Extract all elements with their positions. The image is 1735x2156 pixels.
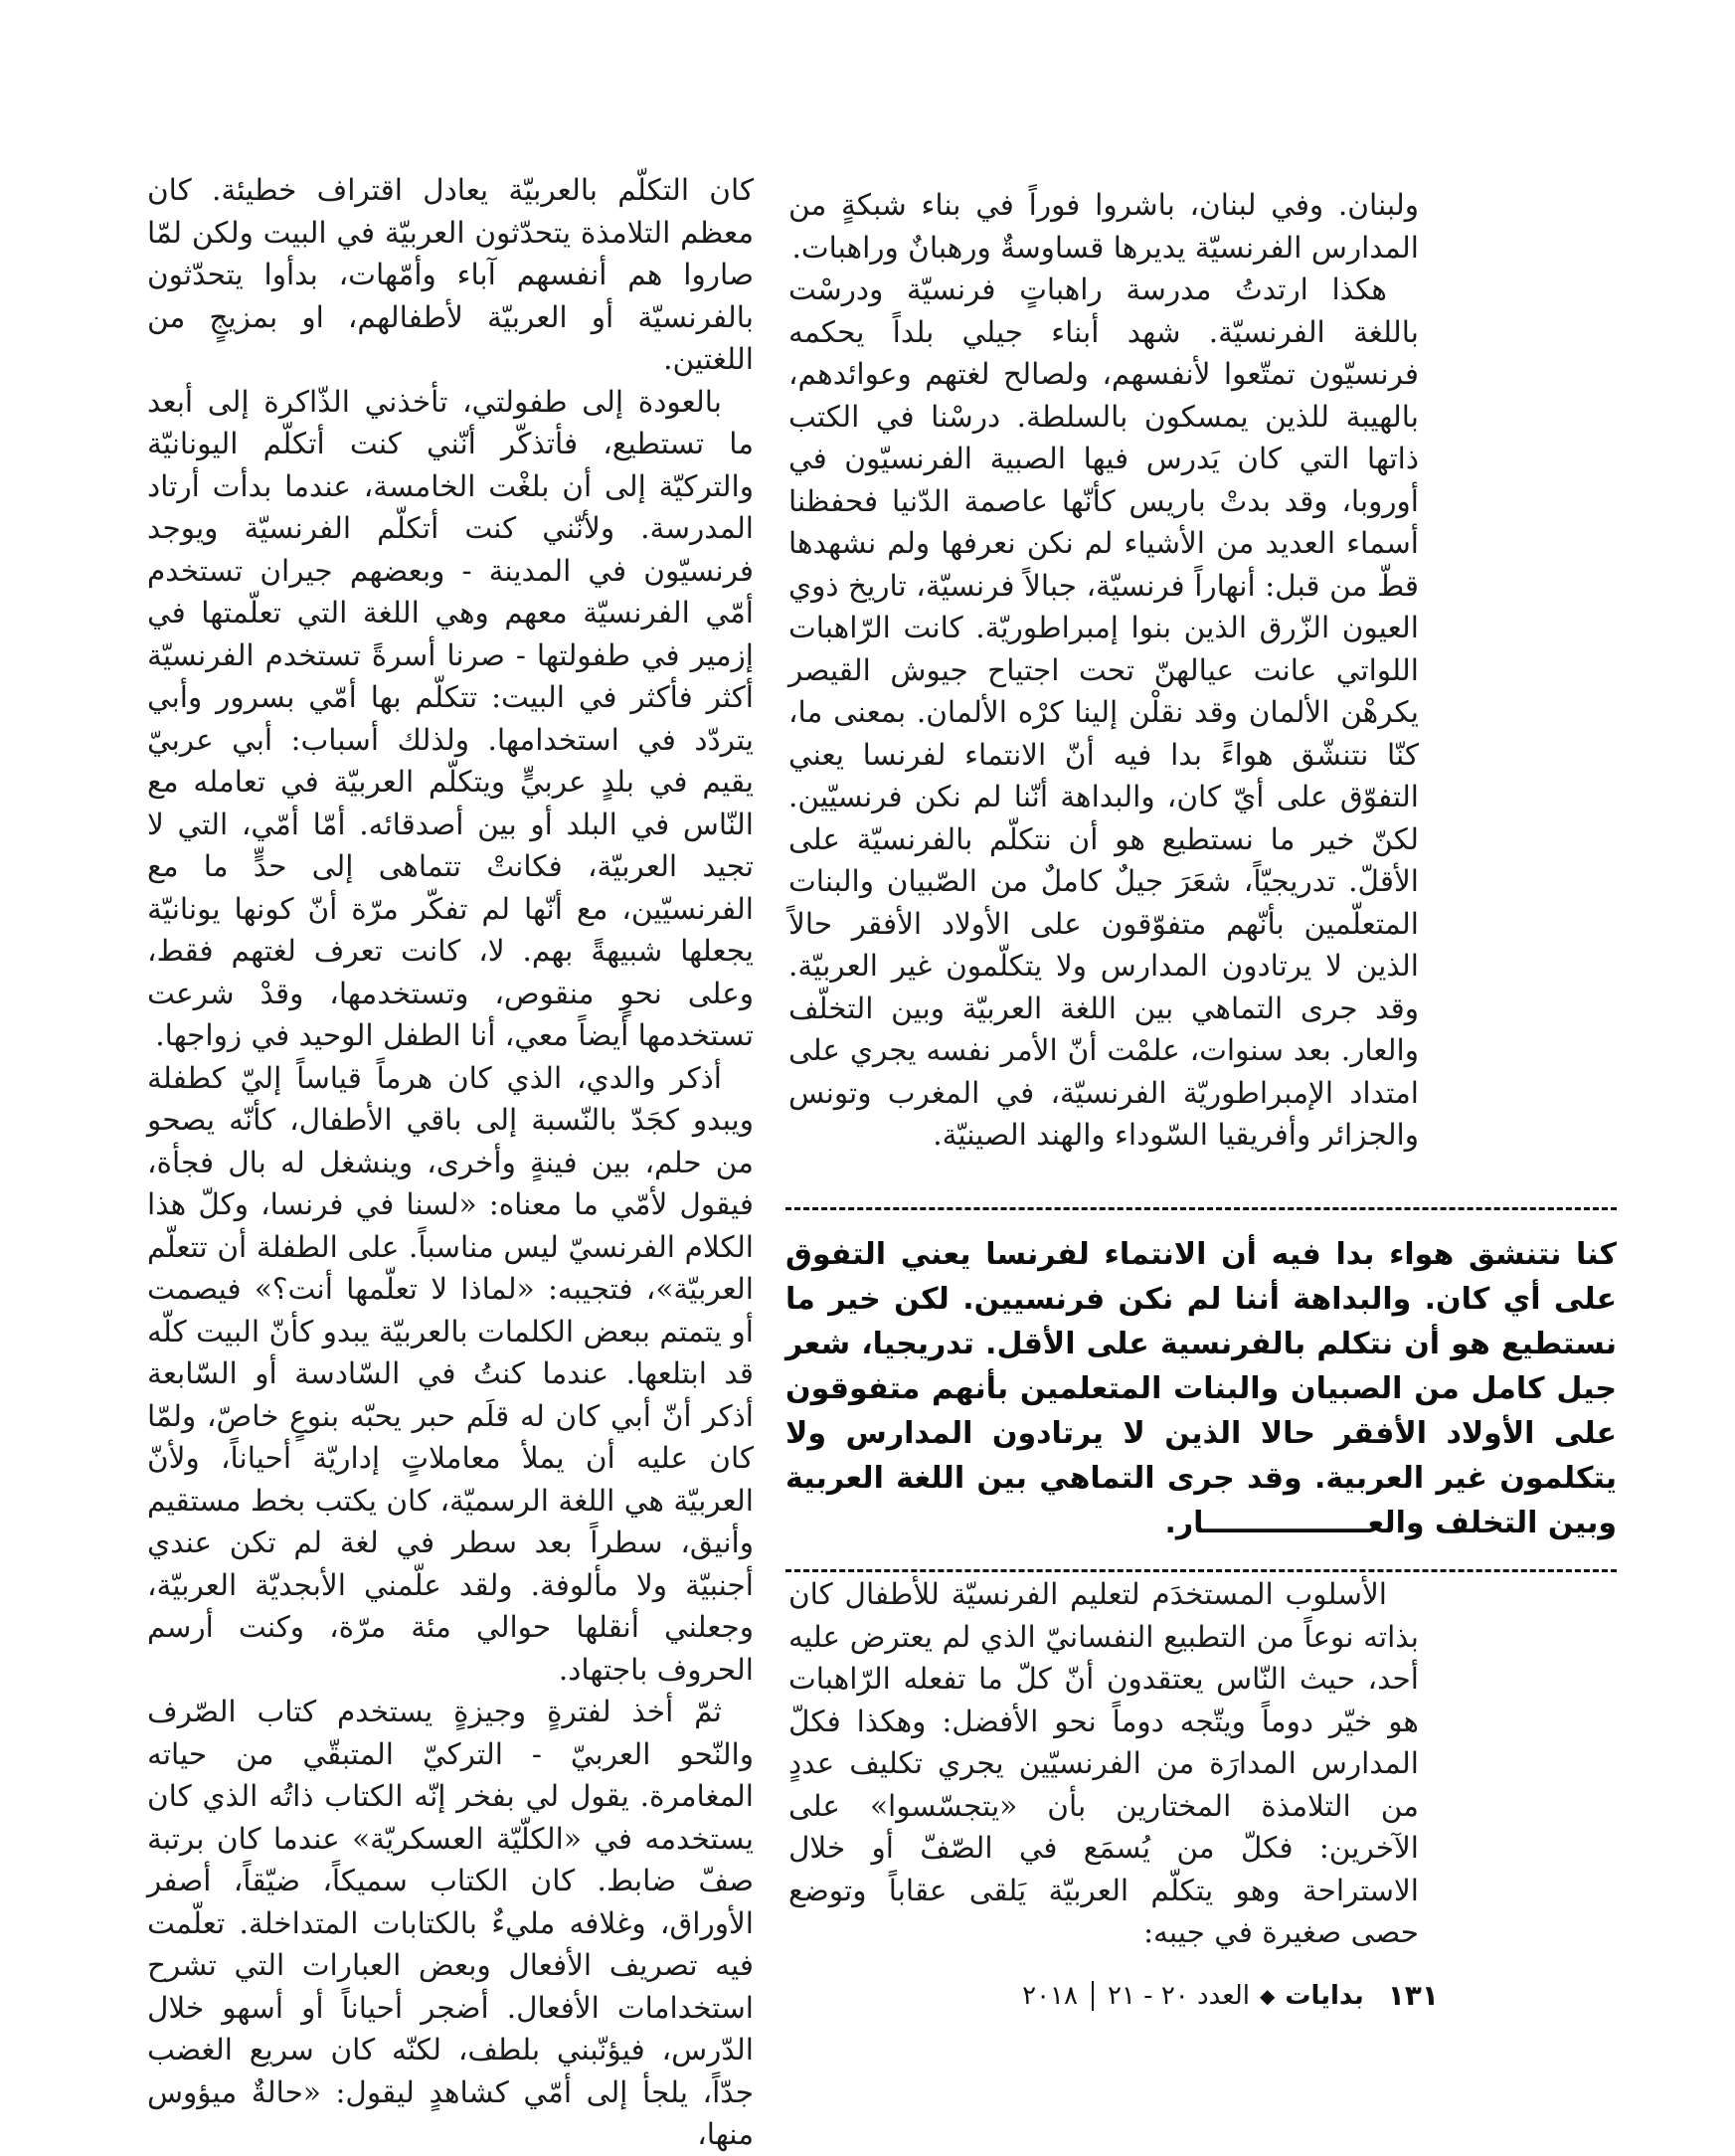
paragraph: بالعودة إلى طفولتي، تأخذني الذّاكرة إلى أبعد ما تستطيع، فأتذكّر أنّني كنت أتكلّم اليونانيّة والتركيّة إلى أن بلغْت الخامسة، عندما بدأت أرتاد المدرسة. ولأنّني كنت أتكلّم الفرنسيّة ويوجد فرنسيّون في المدينة - وبعضهم جيران تستخدم أمّي الفرنسيّة معهم وهي اللغة التي تعلّمتها في إزمير في طفولتها - صرنا أسرةً تستخدم الفرنسيّة أكثر فأكثر في البيت: تتكلّم بها أمّي بسرور وأبي يتردّد في استخدامها. ولذلك أسباب: أبي عربيّ يقيم في بلدٍ عربيٍّ ويتكلّم العربيّة في تعامله مع النّاس في البلد أو بين أصدقائه. أمّا أمّي، التي لا تجيد العربيّة، فكانتْ تتماهى إلى حدٍّ ما مع الفرنسيّين، مع أنّها لم تفكّر مرّة أنّ كونها يونانيّة يجعلها شبيهةً بهم. لا، كانت تعرف لغتهم فقط، وعلى نحوٍ منقوص، وتستخدمها، وقدْ شرعت تستخدمها أيضاً معي، أنا الطفل الوحيد في زواجها.: [147, 384, 754, 1052]
diamond-icon: ◆: [1259, 1983, 1276, 2008]
pull-quote: كنا نتنشق هواء بدا فيه أن الانتماء لفرنسا يعني التفوق على أي كان. والبداهة أننا لم نكن فرنسيين. لكن خير ما نستطيع هو أن نتكلم بالفرنسية على الأقل. تدريجيا، شعر جيل كامل من الصبيان والبنات المتعلمين بأنهم متفوقون على الأولاد الأفقر حالا الذين لا يرتادون المدارس ولا يتكلمون غير العربية. وقد جرى التماهي بين اللغة العربية وبين التخلف والعــــــــــــــــار.: [785, 1207, 1617, 1572]
right-column-bottom: [788, 1573, 1419, 1954]
paragraph: ولبنان. وفي لبنان، باشروا فوراً في بناء شبكةٍ من المدارس الفرنسيّة يديرها قساوسةٌ ورهبانٌ وراهبات.: [788, 188, 1419, 265]
paragraph: الأسلوب المستخدَم لتعليم الفرنسيّة للأطفال كان بذاته نوعاً من التطبيع النفسانيّ الذي لم يعترض عليه أحد، حيث النّاس يعتقدون أنّ كلّ ما تفعله الرّاهبات هو خيّر دوماً ويتّجه دوماً نحو الأفضل: وهكذا فكلّ المدارس المدارَة من الفرنسيّين يجري تكليف عددٍ من التلامذة المختارين بأن «يتجسّسوا» على الآخرين: فكلّ من يُسمَع في الصّفّ أو خلال الاستراحة وهو يتكلّم العربيّة يَلقى عقاباً وتوضع حصى صغيرة في جيبه:: [788, 1577, 1419, 1949]
left-column: [147, 169, 754, 2156]
page-number: ١٣١: [1387, 1979, 1439, 2012]
divider: [1092, 1981, 1094, 2011]
issue-year: ٢٠١٨: [1022, 1980, 1078, 2011]
paragraph: كان التكلّم بالعربيّة يعادل اقتراف خطيئة. كان معظم التلامذة يتحدّثون العربيّة في البيت ولكن لمّا صاروا هم أنفسهم آباء وأمّهات، بدأوا يتحدّثون بالفرنسيّة أو العربيّة لأطفالهم، او بمزيجٍ من اللغتين.: [147, 173, 754, 376]
paragraph: هكذا ارتدتُ مدرسة راهباتٍ فرنسيّة ودرسْت باللغة الفرنسيّة. شهد أبناء جيلي بلداً يحكمه فرنسيّون تمتّعوا لأنفسهم، ولصالح لغتهم وعوائدهم، بالهيبة للذين يمسكون بالسلطة. درسْنا في الكتب ذاتها التي كان يَدرس فيها الصبية الفرنسيّون في أوروبا، وقد بدتْ باريس كأنّها عاصمة الدّنيا فحفظنا أسماء العديد من الأشياء لم نكن نعرفها ولم نشهدها قطّ من قبل: أنهاراً فرنسيّة، جبالاً فرنسيّة، تاريخ ذوي العيون الزّرق الذين بنوا إمبراطوريّة. كانت الرّاهبات اللواتي عانت عيالهنّ تحت اجتياح جيوش القيصر يكرهْن الألمان وقد نقلْن إلينا كرْه الألمان. بمعنى ما، كنّا نتنشّق هواءً بدا فيه أنّ الانتماء لفرنسا يعني التفوّق على أيّ كان، والبداهة أنّنا لم نكن فرنسيّين. لكنّ خير ما نستطيع هو أن نتكلّم بالفرنسيّة على الأقلّ. تدريجيّاً، شعَرَ جيلٌ كاملٌ من الصّبيان والبنات المتعلّمين بأنّهم متفوّقون على الأولاد الأفقر حالاً الذين لا يرتادون المدارس ولا يتكلّمون غير العربيّة. وقد جرى التماهي بين اللغة العربيّة وبين التخلّف والعار. بعد سنوات، علمْت أنّ الأمر نفسه يجري على امتداد الإمبراطوريّة الفرنسيّة، في المغرب وتونس والجزائر وأفريقيا السّوداء والهند الصينيّة.: [788, 272, 1419, 1152]
right-column-top: [788, 184, 1419, 1157]
issue-number: العدد ٢٠ - ٢١: [1107, 1980, 1250, 2011]
paragraph: أذكر والدي، الذي كان هرماً قياساً إليّ كطفلة ويبدو كجَدّ بالنّسبة إلى باقي الأطفال، كأنّه يصحو من حلم، بين فينةٍ وأخرى، وينشغل له بال فجأة، فيقول لأمّي ما معناه: «لسنا في فرنسا، وكلّ هذا الكلام الفرنسيّ ليس مناسباً. على الطفلة أن تتعلّم العربيّة»، فتجيبه: «لماذا لا تعلّمها أنت؟» فيصمت أو يتمتم ببعض الكلمات بالعربيّة يبدو كأنّ البيت كلّه قد ابتلعها. عندما كنتُ في السّادسة أو السّابعة أذكر أنّ أبي كان له قلَم حبر يحبّه بنوعٍ خاصّ، ولمّا كان عليه أن يملأ معاملاتٍ إداريّة أحياناً، ولأنّ العربيّة هي اللغة الرسميّة، كان يكتب بخط مستقيم وأنيق، سطراً بعد سطر في لغة لم تكن عندي أجنبيّة ولا مألوفة. ولقد علّمني الأبجديّة العربيّة، وجعلني أنقلها حوالي مئة مرّة، وكنت أرسم الحروف باجتهاد.: [147, 1060, 754, 1687]
page-footer: [1022, 1979, 1439, 2012]
magazine-name: بدايات: [1285, 1980, 1364, 2011]
paragraph: ثمّ أخذ لفترةٍ وجيزةٍ يستخدم كتاب الصّرف والنّحو العربيّ - التركيّ المتبقّي من حياته المغامرة. يقول لي بفخر إنّه الكتاب ذاتُه الذي كان يستخدمه في «الكلّيّة العسكريّة» عندما كان برتبة صفّ ضابط. كان الكتاب سميكاً، ضيّقاً، أصفر الأوراق، وغلافه مليءٌ بالكتابات المتداخلة. تعلّمت فيه تصريف الأفعال وبعض العبارات التي تشرح استخدامات الأفعال. أضجر أحياناً أو أسهو خلال الدّرس، فيؤنّبني بلطف، لكنّه كان سريع الغضب جدّاً، يلجأ إلى أمّي كشاهدٍ ليقول: «حالةٌ ميؤوس منها،: [147, 1695, 754, 2151]
